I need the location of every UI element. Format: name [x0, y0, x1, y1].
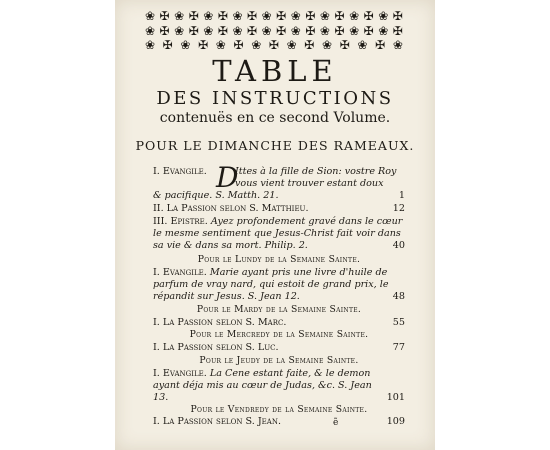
toc-entry: I. La Passion selon S. Marc. 55	[153, 317, 405, 328]
entry-line: 13. 101	[153, 392, 405, 403]
subtitle-secondary: contenuës en ce second Volume.	[159, 110, 391, 126]
entry-line: le mesme sentiment que Jesus-Christ fait voir dans	[153, 228, 401, 239]
entry-line: vous vient trouver estant doux	[235, 178, 384, 189]
day-heading: Pour le Mercredy de la Semaine Sainte.	[189, 329, 369, 340]
page-number: 101	[386, 392, 405, 403]
page-number: 12	[392, 203, 405, 214]
day-heading: Pour le Vendredy de la Semaine Sainte.	[190, 404, 368, 415]
page-number: 48	[392, 291, 405, 302]
ornament-band: ❀ ✠ ❀ ✠ ❀ ✠ ❀ ✠ ❀ ✠ ❀ ✠ ❀ ✠ ❀ ✠ ❀ ✠ ❀ ✠ ❀ ✠ ❀ ✠ ❀ ✠ ❀ ✠ ❀ ✠ ❀ ✠ ❀ ✠ ❀ ✠ ❀ ✠ ❀ ✠ ❀ ✠ ❀ ✠ ❀ ✠ ❀ ✠ ❀ ✠ ❀	[144, 9, 403, 52]
entry-line: répandit sur Jesus. S. Jean 12. 48	[153, 291, 405, 302]
entry-label: I. Evangile.	[153, 166, 207, 177]
day-heading: Pour le Jeudy de la Semaine Sainte.	[199, 355, 359, 366]
page-number: 77	[392, 342, 405, 353]
toc-entry: III. Epistre. Ayez profondement gravé dans le cœur	[153, 216, 403, 227]
toc-entry: II. La Passion selon S. Matthieu. 12	[153, 203, 405, 214]
page-number: 1	[398, 190, 405, 201]
toc-entry: I. La Passion selon S. Jean. 109	[153, 416, 405, 427]
entry-line: & pacifique. S. Matth. 21. 1	[153, 190, 405, 201]
page-title: TABLE	[212, 54, 338, 88]
toc-entry: I. La Passion selon S. Luc. 77	[153, 342, 405, 353]
signature-mark: ẽ	[333, 418, 339, 428]
page-number: 109	[386, 416, 405, 427]
page-number: 55	[392, 317, 405, 328]
subtitle-main: DES INSTRUCTIONS	[156, 88, 394, 109]
entry-line: ayant déja mis au cœur de Judas, &c. S. Jean	[153, 380, 372, 391]
entry-line: Ittes à la fille de Sion: vostre Roy	[235, 166, 397, 177]
day-heading: Pour le Lundy de la Semaine Sainte.	[197, 254, 361, 265]
book-page	[115, 0, 435, 450]
entry-line: sa vie & dans sa mort. Philip. 2. 40	[153, 240, 405, 251]
section-heading: POUR LE DIMANCHE DES RAMEAUX.	[135, 138, 415, 153]
toc-entry: I. Evangile. Marie ayant pris une livre d'huile de	[153, 267, 388, 278]
day-heading: Pour le Mardy de la Semaine Sainte.	[196, 304, 362, 315]
drop-cap: D	[216, 161, 239, 194]
page-number: 40	[392, 240, 405, 251]
toc-entry: I. Evangile. La Cene estant faite, & le demon	[153, 368, 371, 379]
entry-line: parfum de vray nard, qui estoit de grand prix, le	[153, 279, 389, 290]
